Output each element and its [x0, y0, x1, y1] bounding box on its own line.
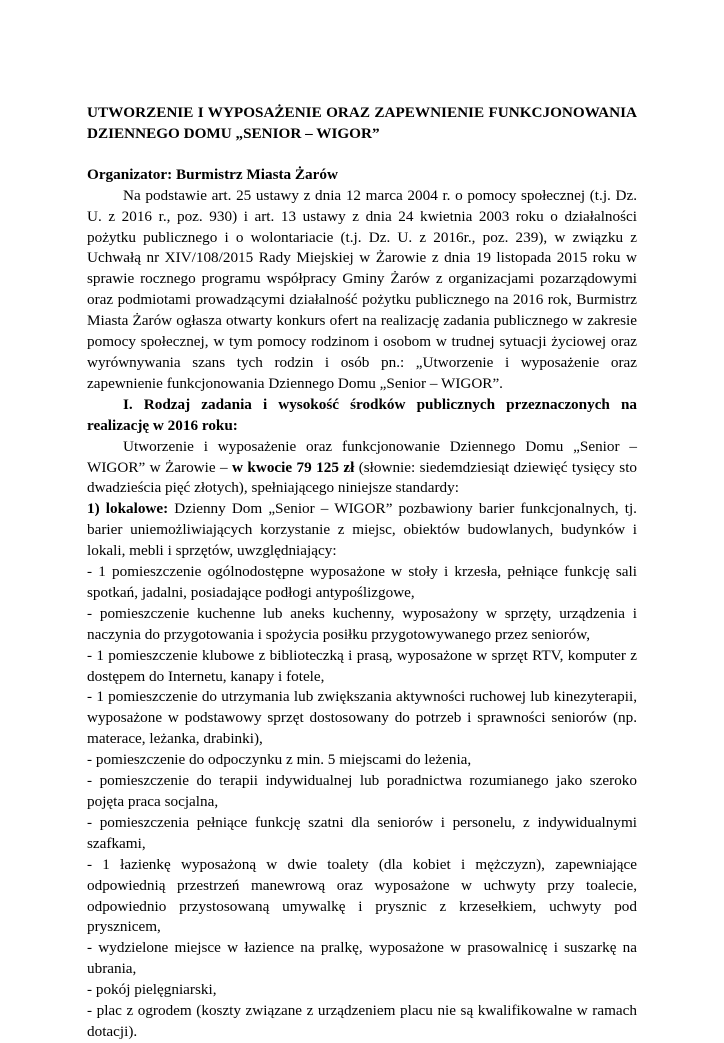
section-1-heading: I. Rodzaj zadania i wysokość środków publicznych przeznaczonych na realizację w 2016 roku: [87, 395, 637, 434]
list-item: - 1 pomieszczenie klubowe z biblioteczką i prasą, wyposażone w sprzęt RTV, komputer z dostępem do Internetu, kanapy i fotele, [87, 646, 637, 685]
list-item: - wydzielone miejsce w łazience na pralkę, wyposażone w prasowalnicę i suszarkę na ubrania, [87, 939, 637, 978]
standard-point-1-text: Dzienny Dom „Senior – WIGOR” pozbawiony barier funkcjonalnych, tj. barier uniemożliwiających korzystanie z miejsc, obiektów budowlanych, budynków i lokali, mebli i sprzętów, uwzględniający: [87, 500, 637, 560]
task-description-text: Utworzenie i wyposażenie oraz funkcjonowanie Dziennego Domu „Senior – WIGOR” w Żarowie – [87, 437, 637, 476]
task-description-paragraph [87, 437, 637, 500]
organizer-line: Organizator: Burmistrz Miasta Żarów [87, 165, 338, 183]
list-item: - plac z ogrodem (koszty związane z urządzeniem placu nie są kwalifikowalne w ramach dotacji). [87, 1002, 637, 1040]
list-item: - pokój pielęgniarski, [87, 981, 217, 999]
intro-paragraph: Na podstawie art. 25 ustawy z dnia 12 marca 2004 r. o pomocy społecznej (t.j. Dz. U. z 2016 r., poz. 930) i art. 13 ustawy z dnia 24 kwietnia 2003 roku o działalności pożytku publicznego i o wolontariacie (t.j. Dz. U. z 2016r., poz. 239), w związku z Uchwałą nr XIV/108/2015 Rady Miejskiej w Żarowie z dnia 19 listopada 2015 roku w sprawie rocznego programu współpracy Gminy Żarów z organizacjami pozarządowymi oraz podmiotami prowadzącymi działalność pożytku publicznego na 2016 rok, Burmistrz Miasta Żarów ogłasza otwarty konkurs ofert na realizację zadania publicznego w zakresie pomocy społecznej, w tym pomocy rodzinom i osobom w trudnej sytuacji życiowej oraz wyrównywania szans tych rodzin i osób pn.: „Utworzenie i wyposażenie oraz zapewnienie funkcjonowania Dziennego Domu „Senior – WIGOR”. [87, 186, 637, 392]
standard-point-1 [87, 499, 637, 562]
list-item: - pomieszczenie do terapii indywidualnej lub poradnictwa rozumianego jako szeroko pojęta praca socjalna, [87, 772, 637, 810]
list-item: - 1 pomieszczenie ogólnodostępne wyposażone w stoły i krzesła, pełniące funkcję sali spotkań, jadalni, posiadające podłogi antypoślizgowe, [87, 563, 637, 601]
document-title: UTWORZENIE I WYPOSAŻENIE ORAZ ZAPEWNIENIE FUNKCJONOWANIA DZIENNEGO DOMU „SENIOR – WIGOR” [87, 104, 637, 142]
list-item: - pomieszczenie kuchenne lub aneks kuchenny, wyposażony w sprzęty, urządzenia i naczynia do przygotowania i spożycia posiłku przygotowywanego przez seniorów, [87, 604, 637, 643]
task-amount-in-words: (słownie: siedemdziesiąt dziewięć tysięcy sto dwadzieścia pięć złotych), spełniającego niniejsze standardy: [87, 458, 638, 497]
list-item: - 1 łazienkę wyposażoną w dwie toalety (dla kobiet i mężczyzn), zapewniające odpowiednią przestrzeń manewrową oraz wyposażone w uchwyty przy toalecie, odpowiednio przystosowaną umywalkę i prysznic z krzesełkiem, uchwyty pod prysznicem, [87, 855, 637, 936]
task-amount: w kwocie 79 125 zł [232, 458, 355, 476]
list-item: - pomieszczenia pełniące funkcję szatni dla seniorów i personelu, z indywidualnymi szafkami, [87, 813, 637, 852]
document-body [87, 103, 637, 1043]
standard-point-1-label: 1) lokalowe: [87, 500, 169, 518]
list-item: - pomieszczenie do odpoczynku z min. 5 miejscami do leżenia, [87, 751, 472, 769]
list-item: - 1 pomieszczenie do utrzymania lub zwiększania aktywności ruchowej lub kinezyterapii, wyposażone w podstawowy sprzęt dostosowany do potrzeb i sprawności seniorów (np. materace, leżanka, drabinki), [87, 688, 637, 748]
